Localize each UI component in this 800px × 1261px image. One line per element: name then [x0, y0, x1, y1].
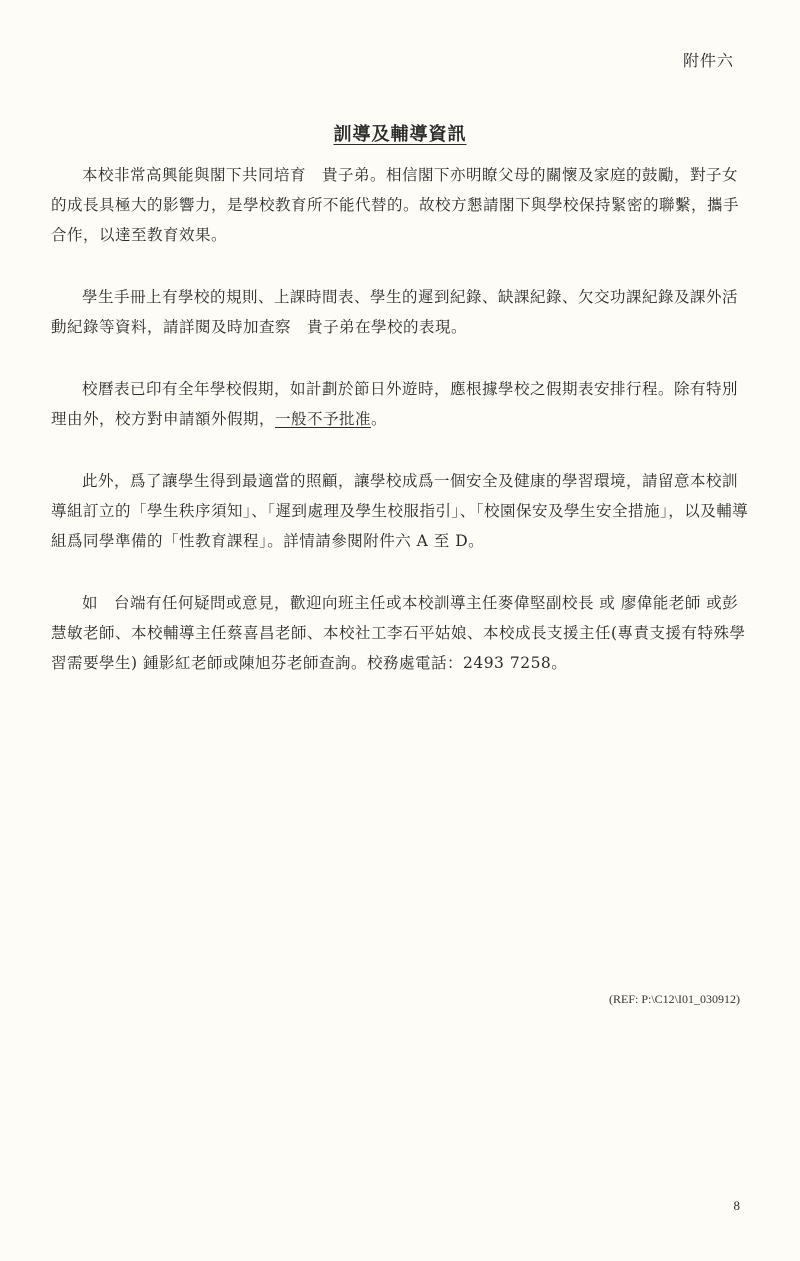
reference-code: (REF: P:\C12\I01_030912) — [608, 992, 740, 1006]
paragraph-contacts: 如 台端有任何疑問或意見，歡迎向班主任或本校訓導主任麥偉堅副校長 或 廖偉能老師 或彭慧敏老師、本校輔導主任蔡喜昌老師、本校社工李石平姑娘、本校成長支援主任(專責支援有特殊學習需要學生) 鍾影紅老師或陳旭芬老師查詢。校務處電話：2493 7258。 — [51, 594, 746, 672]
paragraph-cooperation: 本校非常高興能與閣下共同培育 貴子弟。相信閣下亦明瞭父母的關懷及家庭的鼓勵，對子女的成長具極大的影響力，是學校教育所不能代替的。故校方懇請閣下與學校保持緊密的聯繫，攜手合作，以達至教育效果。 — [51, 166, 740, 244]
calendar-text-before: 校曆表已印有全年學校假期，如計劃於節日外遊時，應根據學校之假期表安排行程。除有特別理由外，校方對申請額外假期， — [51, 380, 739, 428]
page-number: 8 — [733, 1198, 740, 1213]
page-title-text: 訓導及輔導資訊 — [333, 124, 467, 145]
calendar-text-underlined: 一般不予批准 — [275, 410, 372, 428]
annex-label: 附件六 — [682, 51, 734, 70]
calendar-text-after: 。 — [371, 410, 388, 428]
paragraph-school-calendar — [51, 374, 753, 434]
document-body — [51, 160, 753, 710]
paragraph-guidelines: 此外，爲了讓學生得到最適當的照顧，讓學校成爲一個安全及健康的學習環境，請留意本校訓導組訂立的「學生秩序須知」、「遲到處理及學生校服指引」、「校園保安及學生安全措施」，以及輔導組爲同學準備的「性教育課程」。詳情請參閱附件六 A 至 D。 — [51, 472, 749, 550]
paragraph-student-handbook: 學生手冊上有學校的規則、上課時間表、學生的遲到紀錄、缺課紀錄、欠交功課紀錄及課外活動紀錄等資料，請詳閱及時加查察 貴子弟在學校的表現。 — [51, 288, 739, 336]
page-title — [0, 120, 800, 146]
